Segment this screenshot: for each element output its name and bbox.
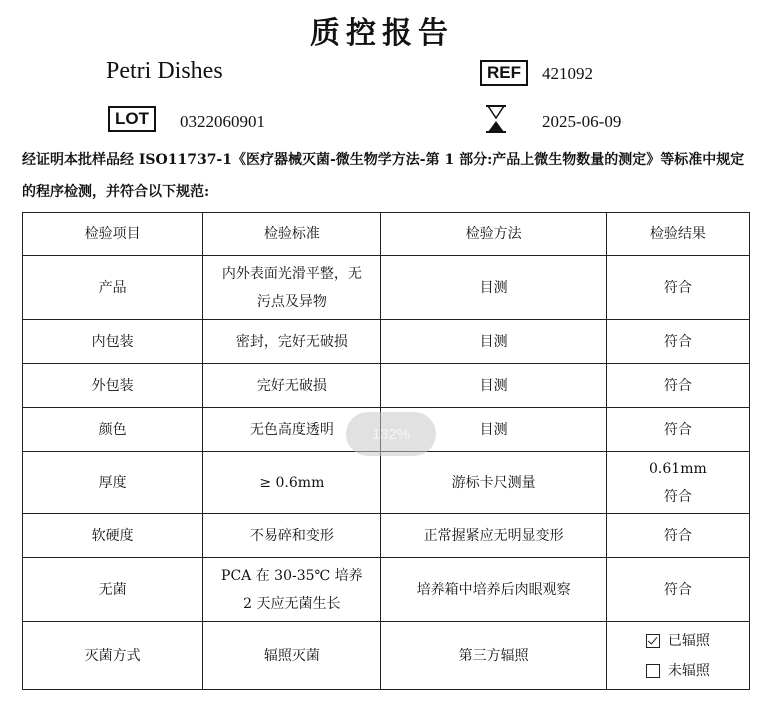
lot-value: 0322060901 (180, 112, 265, 131)
cell-item: 产品 (23, 256, 203, 320)
table-row (23, 364, 750, 408)
cell-standard: 不易碎和变形 (203, 514, 381, 558)
cell-standard: 辐照灭菌 (203, 622, 381, 690)
checkbox-irradiated[interactable] (613, 626, 743, 656)
checkbox-checked-icon (646, 634, 660, 648)
cell-item: 外包装 (23, 364, 203, 408)
cell-method: 目测 (381, 256, 606, 320)
cell-item: 厚度 (23, 452, 203, 514)
cell-item: 灭菌方式 (23, 622, 203, 690)
table-row (23, 452, 750, 514)
cell-result-value: 0.61mm (649, 460, 707, 477)
cell-item: 内包装 (23, 320, 203, 364)
checkbox-label: 未辐照 (667, 662, 710, 679)
cell-standard: 完好无破损 (203, 364, 381, 408)
table-header-row (23, 213, 750, 256)
statement-text: 经证明本批样品经 ISO11737-1《医疗器械灭菌-微生物学方法-第 1 部分:产品上微生物数量的测定》等标准中规定的程序检测，并符合以下规范: (22, 152, 745, 200)
checkbox-not-irradiated[interactable] (613, 656, 743, 686)
table-row (23, 514, 750, 558)
table-row (23, 558, 750, 622)
cell-result: 符合 (606, 320, 749, 364)
cell-result: 符合 (606, 408, 749, 452)
cell-result: 符合 (606, 558, 749, 622)
ref-value: 421092 (542, 64, 593, 83)
table-row (23, 320, 750, 364)
cell-standard: 密封，完好无破损 (203, 320, 381, 364)
checkbox-label: 已辐照 (667, 632, 710, 649)
cell-item: 软硬度 (23, 514, 203, 558)
cell-standard: ≥ 0.6mm (203, 452, 381, 514)
cell-result (606, 452, 749, 514)
cell-method: 正常握紧应无明显变形 (381, 514, 606, 558)
zoom-level-indicator: 132% (346, 412, 436, 456)
header-standard: 检验标准 (203, 213, 381, 256)
product-name: Petri Dishes (106, 58, 223, 84)
lot-badge: LOT (108, 106, 156, 132)
cell-item: 颜色 (23, 408, 203, 452)
cell-item: 无菌 (23, 558, 203, 622)
ref-badge: REF (480, 60, 528, 86)
table-row (23, 622, 750, 690)
checkbox-empty-icon (646, 664, 660, 678)
header-result: 检验结果 (606, 213, 749, 256)
hourglass-icon (484, 104, 508, 134)
table-row (23, 256, 750, 320)
report-title: 质控报告 (310, 16, 454, 51)
cell-result: 符合 (606, 256, 749, 320)
header-method: 检验方法 (381, 213, 606, 256)
cell-standard: 无色高度透明 (203, 408, 381, 452)
cell-standard: 内外表面光滑平整，无污点及异物 (203, 256, 381, 320)
cell-standard: PCA 在 30-35℃ 培养 2 天应无菌生长 (203, 558, 381, 622)
header-item: 检验项目 (23, 213, 203, 256)
cell-result: 符合 (606, 364, 749, 408)
cell-result-options (606, 622, 749, 690)
cell-method: 培养箱中培养后肉眼观察 (381, 558, 606, 622)
cell-result: 符合 (606, 514, 749, 558)
expiry-date: 2025-06-09 (542, 112, 622, 131)
cell-method: 目测 (381, 320, 606, 364)
cell-method: 游标卡尺测量 (381, 452, 606, 514)
cell-method: 目测 (381, 364, 606, 408)
cell-result-verdict: 符合 (663, 488, 692, 505)
cell-method: 第三方辐照 (381, 622, 606, 690)
cell-method: 目测 (381, 408, 606, 452)
